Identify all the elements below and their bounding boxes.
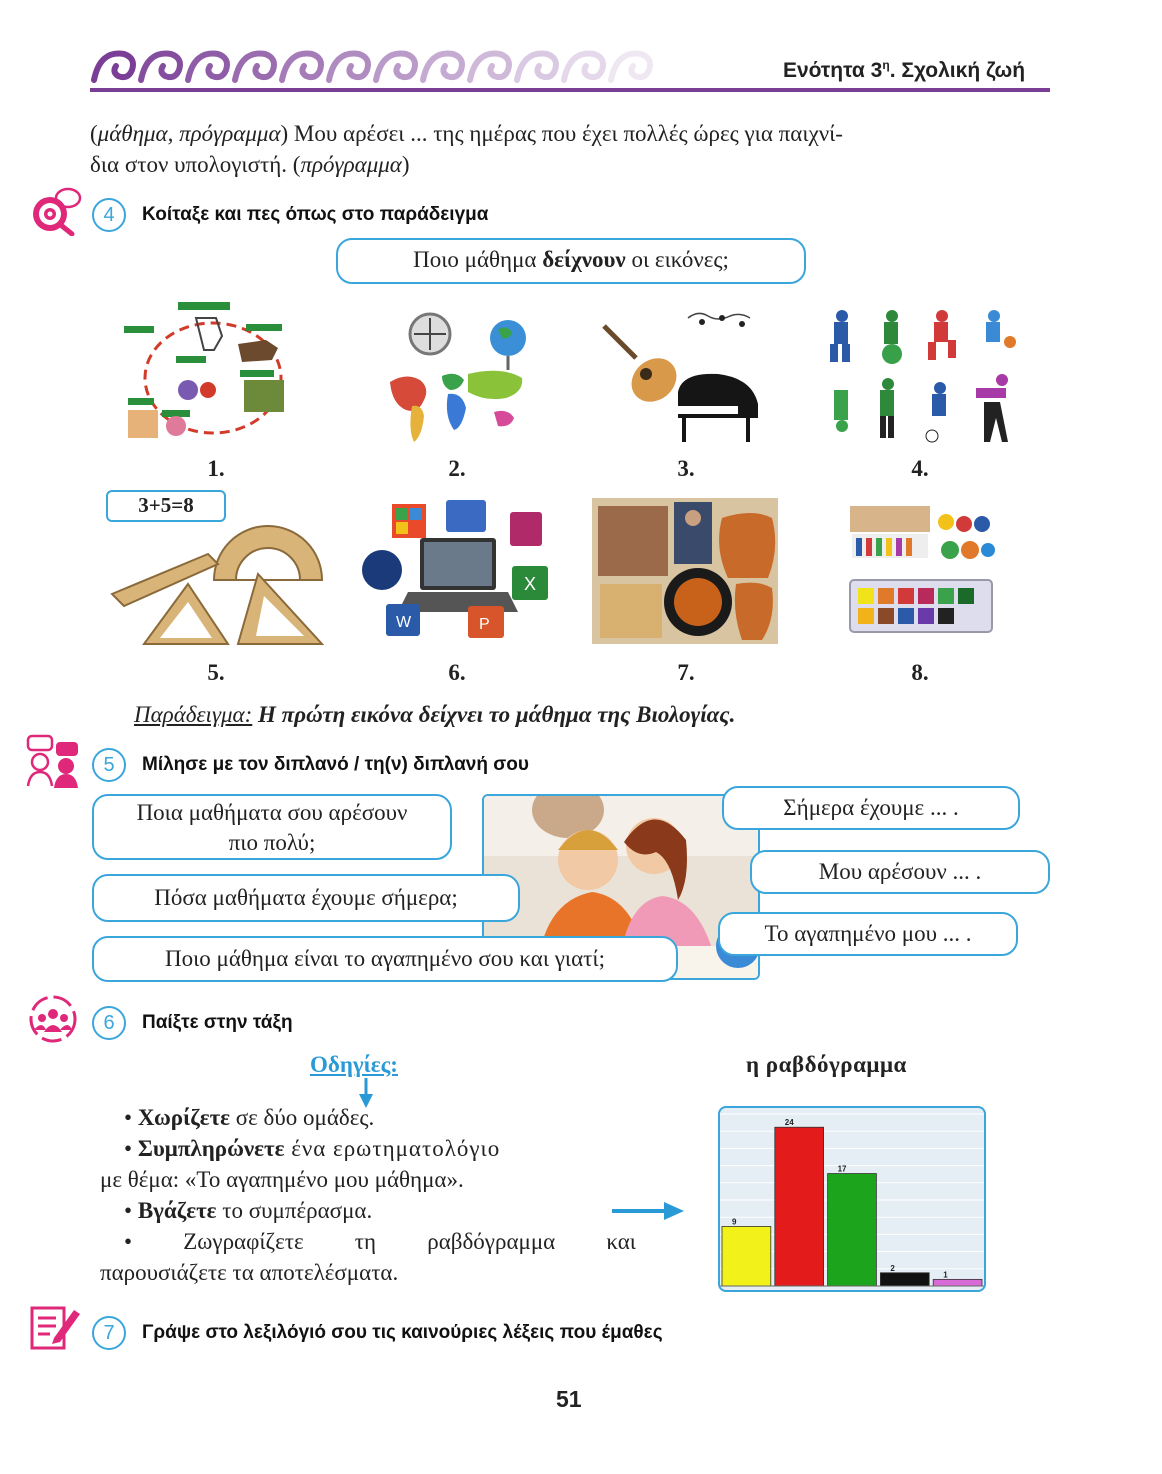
group-play-icon	[28, 994, 78, 1044]
pointer-arrow	[612, 1200, 684, 1222]
computer-icon	[358, 496, 558, 642]
intro-paragraph: (μάθημα, πρόγραμμα) Μου αρέσει ... της ημέρας που έχει πολλές ώρες για παιχνί- δια στον υπολογιστή. (πρόγραμμα)	[90, 121, 843, 177]
speech-bubble-today-we-have: Σήμερα έχουμε ... .	[722, 786, 1020, 830]
meander-wave	[235, 54, 274, 80]
sports-figures-icon	[824, 306, 1024, 446]
meander-wave	[611, 54, 650, 80]
meander-wave	[564, 54, 603, 80]
task-number-4: 4	[92, 198, 126, 232]
task-4-title: Κοίταξε και πες όπως στο παράδειγμα	[142, 204, 489, 225]
math-tools-icon	[108, 524, 328, 648]
chart-bar	[775, 1127, 824, 1286]
unit-title: Ενότητα $3^\eta$. Σχολική ζωή	[783, 58, 1026, 82]
chart-bar	[933, 1279, 982, 1286]
picture-number-4: 4.	[911, 456, 929, 481]
biology-cycle-icon	[118, 300, 308, 448]
svg-text:X: X	[524, 574, 537, 594]
chart-data-label: 1	[943, 1270, 948, 1280]
meander-wave	[423, 54, 462, 80]
chart-bar	[828, 1174, 877, 1286]
meander-wave	[376, 54, 415, 80]
instructions-list: • Χωρίζετε σε δύο ομάδες. • Συμπληρώνετε ένα ερωτηματολόγιο με θέμα: «Το αγαπημένο μου μάθημα». • Βγάζετε το συμπέρασμα. • Ζωγραφίζετε τη ραβδόγραμμα και παρουσιάζετε τα αποτελέσματα.	[100, 1105, 636, 1285]
speech-bubble-favorite-subjects: Ποια μαθήματα σου αρέσουν πιο πολύ;	[92, 794, 452, 860]
chart-data-label: 17	[837, 1164, 847, 1174]
header-divider	[90, 88, 1050, 92]
picture-number-5: 5.	[207, 660, 225, 685]
chart-bar	[880, 1273, 929, 1286]
svg-text:P: P	[479, 616, 490, 633]
task-number-5: 5	[92, 748, 126, 782]
chart-data-label: 24	[784, 1118, 794, 1128]
speech-bubble-favorite-why: Ποιο μάθημα είναι το αγαπημένο σου και γιατί;	[92, 936, 678, 982]
meander-wave	[282, 54, 321, 80]
chart-data-label: 2	[890, 1263, 895, 1273]
bar-chart	[718, 1106, 986, 1292]
meander-wave	[517, 54, 556, 80]
page-number: 51	[556, 1386, 582, 1412]
speech-bubble-my-favorite: Το αγαπημένο μου ... .	[718, 912, 1018, 956]
history-art-icon	[592, 498, 778, 644]
meander-wave	[188, 54, 227, 80]
task-6-title: Παίξτε στην τάξη	[142, 1012, 293, 1033]
picture-number-3: 3.	[677, 456, 695, 481]
picture-number-2: 2.	[448, 456, 466, 481]
picture-number-6: 6.	[448, 660, 466, 685]
write-vocabulary-icon	[30, 1302, 80, 1350]
task-number-6: 6	[92, 1006, 126, 1040]
meander-wave	[470, 54, 509, 80]
task-number-7: 7	[92, 1316, 126, 1350]
music-instruments-icon	[598, 304, 764, 444]
paints-icon	[846, 502, 996, 642]
meander-wave	[329, 54, 368, 80]
example-sentence: Παράδειγμα: Η πρώτη εικόνα δείχνει το μάθημα της Βιολογίας.	[134, 702, 736, 727]
svg-text:W: W	[396, 614, 412, 631]
task-5-title: Μίλησε με τον διπλανό / τη(ν) διπλανή σου	[142, 754, 529, 775]
picture-number-1: 1.	[207, 456, 225, 481]
look-speak-icon	[28, 186, 84, 236]
geography-map-icon	[382, 306, 532, 446]
instructions-title: Οδηγίες:	[310, 1052, 398, 1077]
pair-talk-icon	[26, 734, 80, 788]
task-7-title: Γράψε στο λεξιλόγιό σου τις καινούριες λέξεις που έμαθες	[142, 1322, 663, 1343]
meander-wave	[141, 54, 180, 80]
speech-bubble-how-many-subjects: Πόσα μαθήματα έχουμε σήμερα;	[92, 874, 520, 922]
question-bubble: Ποιο μάθημα δείχνουν οι εικόνες;	[336, 238, 806, 284]
chart-caption: η ραβδόγραμμα	[746, 1052, 907, 1077]
picture-number-7: 7.	[677, 660, 695, 685]
math-badge: 3+5=8	[106, 490, 226, 522]
speech-bubble-i-like: Μου αρέσουν ... .	[750, 850, 1050, 894]
meander-wave	[94, 54, 133, 80]
meander-decoration	[88, 40, 668, 88]
chart-data-label: 9	[732, 1217, 737, 1227]
picture-number-8: 8.	[911, 660, 929, 685]
chart-bar	[722, 1226, 771, 1286]
